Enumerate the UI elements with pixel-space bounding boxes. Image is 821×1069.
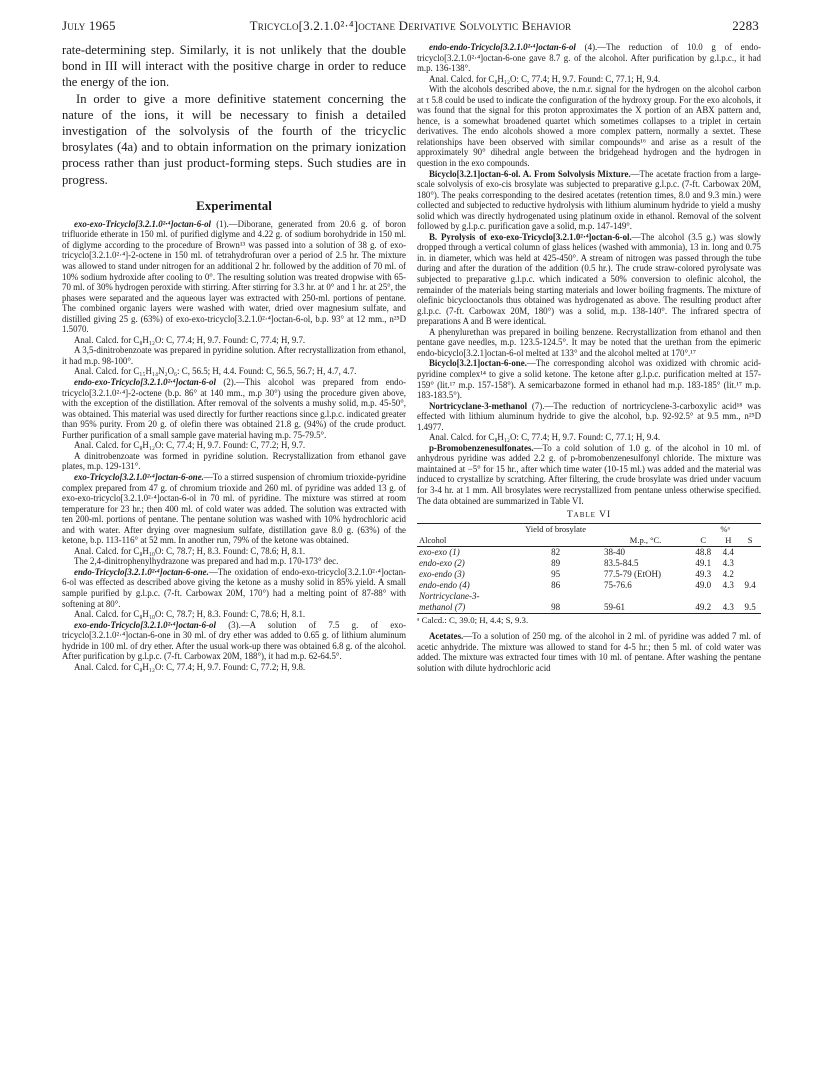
cell-s: [739, 569, 761, 580]
paragraph-brosylates: p-Bromobenzenesulfonates.—To a cold solution of 1.0 g. of the alcohol in 10 ml. of anhydrous pyridine was added 2.2 g. of p-bromobenzenesulfonyl chloride. The mixture was maintained at −5° for 15 hr., after which time water (10-15 ml.) was added and the material was induced to crystallize by scratching. After filtering, the crude brosylate was dried under vacuum for 3-4 hr. at 1 mm. All brosylates were recrystallized from pentane unless otherwise specified. The data obtained are summarized in Table VI.: [417, 442, 761, 506]
cell-h: 4.4: [722, 547, 734, 558]
paragraph-acetates: Acetates.—To a solution of 250 mg. of the alcohol in 2 ml. of pyridine was added 7 ml. of acetic anhydride. The mixture was allowed to stand for 4-5 hr.; then 5 ml. of cold water was added. The mixture was extracted four times with 10 ml. of pentane. After washing the pentane solution with dilute hydrochloric acid: [417, 631, 761, 673]
analysis-1: Anal. Calcd. for C₈H₁₂O: C, 77.4; H, 9.7. Found: C, 77.4; H, 9.7.: [74, 334, 306, 345]
heading-endo-ketone: endo-Tricyclo[3.2.1.0²·⁴]octan-6-one.: [74, 566, 209, 577]
paragraph-endo-endo-alcohol: endo-endo-Tricyclo[3.2.1.0²·⁴]octan-6-ol (4).—The reduction of 10.0 g of endo-tricyclo[3.2.1.0²·⁴]octan-6-one gave 8.7 g. of the alcohol. After purification by g.l.p.c., it had m.p. 136-138°.: [417, 42, 761, 74]
cell-c: 48.8: [695, 547, 712, 558]
analysis-3: Anal. Calcd. for C₈H₁₂O: C, 77.4; H, 9.7. Found: C, 77.2; H, 9.7.: [74, 440, 306, 451]
paragraph-nmr: With the alcohols described above, the n.m.r. signal for the hydrogen on the alcohol carbon at τ 5.8 could be used to indicate the configuration of the hydroxy group. For the exo alcohols, it was found that the signal for this proton approximates the X portion of an ABX pattern and, hence, is a somewhat broadened quartet which sometimes collapses to a triplet in certain derivatives. The endo alcohols showed a more complex pattern, normally a sextet. These relationships have been observed with similar compounds¹⁶ and arise as a result of the approximately 90° dihedral angle between the bridgehead hydrogen and the hydrogen in question in the exo compounds.: [417, 84, 761, 169]
table-title: Table VI: [566, 510, 612, 521]
intro-paragraph-2: In order to give a more definitive statement concerning the nature of the ions, it will be necessary to finish a detailed investigation of the solvolysis of the fourth of the tricyclic brosylates (4a) and to obtain information on the primary ionization process rather than just product-forming steps. Such studies are in progress.: [62, 91, 406, 187]
col-header-yield: Yield of brosylate: [509, 524, 602, 536]
cell-mp: 75-76.6: [603, 580, 632, 591]
cell-mp: 77.5-79 (EtOH): [603, 569, 661, 580]
section-title-experimental: Experimental: [196, 197, 272, 213]
cell-h: 4.3: [717, 602, 739, 614]
cell-mp: 83.5-84.5: [603, 558, 639, 569]
heading-brosylates: p-Bromobenzenesulfonates.: [429, 442, 534, 453]
heading-bicyclo-pyrolysis: B. Pyrolysis of exo-exo-Tricyclo[3.2.1.0²·⁴]octan-6-ol.: [429, 231, 632, 242]
header-date: July 1965: [62, 18, 116, 33]
analysis-5: Anal. Calcd. for C₈H₁₀O: C, 78.7; H, 8.3. Found: C, 78.6; H, 8.1.: [74, 609, 306, 620]
cell-s: [739, 547, 761, 559]
paragraph-phenylurethan: A phenylurethan was prepared in boiling benzene. Recrystallization from ethanol and then pentane gave needles, m.p. 123.5-124.5°. It may be noted that the urethan from the epimeric endo-bicyclo[3.2.1]octan-6-ol melted at 133° and the alcohol melted at 170°.¹⁷: [417, 326, 761, 358]
right-column: [417, 42, 761, 673]
table-footnote: ᵃ Calcd.: C, 39.0; H, 4.4; S, 9.3.: [417, 615, 529, 626]
cell-s: [739, 558, 761, 569]
cell-alcohol: methanol (7): [417, 602, 509, 614]
analysis-6: Anal. Calcd. for C₈H₁₂O: C, 77.4; H, 9.7. Found: C, 77.2; H, 9.8.: [74, 661, 306, 672]
heading-exo-endo-alcohol: exo-endo-Tricyclo[3.2.1.0²·⁴]octan-6-ol: [74, 619, 216, 630]
heading-exo-ketone: exo-Tricyclo[3.2.1.0²·⁴]octan-6-one.: [74, 471, 204, 482]
cell-yield: 98: [509, 602, 602, 614]
col-header-s: S: [739, 535, 761, 547]
paragraph-bicyclo-ketone: Bicyclo[3.2.1]octan-6-one.—The corresponding alcohol was oxidized with chromic acid-pyridine complex¹⁴ to give a solid ketone. The ketone after g.l.p.c. purification melted at 157-159° (lit.¹⁷ m.p. 157-158°). A semicarbazone formed in ethanol had m.p. 183-185° (lit.¹⁷ m.p. 183-183.5°).: [417, 358, 761, 401]
paragraph-bicyclo-pyrolysis: B. Pyrolysis of exo-exo-Tricyclo[3.2.1.0²·⁴]octan-6-ol.—The alcohol (3.5 g.) was slowly dropped through a vertical column of glass helices (washed with ammonia), 13 in. long and 0.75 in. in diameter, which was held at 425-450°. A stream of nitrogen was passed through the tube during and after the duration of the addition (0.5 hr.). The crude straw-colored pyrolysate was subjected to preparative g.l.p.c. which indicated a 50% conversion to olefinic alcohol, the remainder of the materials being starting materials and lower boiling fragments. The mixture of olefinic bicyclooctanols thus obtained was hydrogenated as above. The resulting product after g.l.p.c. (7-ft. Carbowax 20M, 180°) was a solid, m.p. 138-140°. The infrared spectra of preparations A and B were identical.: [417, 231, 761, 327]
cell-yield: 89: [551, 558, 561, 569]
table-row: [417, 580, 761, 591]
table-vi: [417, 523, 761, 614]
cell-h: 4.2: [722, 569, 734, 580]
cell-alcohol: endo-exo (2): [419, 558, 465, 569]
cell-alcohol: exo-exo (1): [419, 547, 460, 558]
page-number: 2283: [732, 18, 759, 33]
cell-c: 49.1: [695, 558, 712, 569]
paragraph-exo-endo-alcohol: exo-endo-Tricyclo[3.2.1.0²·⁴]octan-6-ol (3).—A solution of 7.5 g. of exo-tricyclo[3.2.1.0²·⁴]octan-6-one in 30 ml. of dry ether was added to 0.65 g. of lithium aluminum hydride in 100 ml. of dry ether. After the usual work-up there was obtained 6.8 g. of the alcohol. After purification by g.l.p.c. (7-ft. Carbowax 20M, 188°), it had m.p. 62-64.5°.: [62, 619, 406, 662]
table-body: [417, 547, 761, 614]
analysis-4: Anal. Calcd. for C₈H₁₀O: C, 78.7; H, 8.3. Found: C, 78.6; H, 8.1.: [74, 545, 306, 556]
intro-paragraph-1: rate-determining step. Similarly, it is not unlikely that the double bond in III will interact with the positive charge in order to reduce the energy of the ion.: [62, 43, 406, 90]
cell-c: 49.0: [695, 580, 712, 591]
cell-yield: [509, 591, 602, 602]
paragraph-exo-exo-alcohol: exo-exo-Tricyclo[3.2.1.0²·⁴]octan-6-ol (1).—Diborane, generated from 20.6 g. of boron trifluoride etherate in 150 ml. of purified diglyme and 4.22 g. of sodium borohydride in 150 ml. of diglyme according to the procedure of Brown¹³ was passed into a solution of 38 g. of exo-tricyclo[3.2.1.0²·⁴]-2-octene in 150 ml. of tetrahydrofuran over a period of 2.5 hr. The mixture was allowed to stand under nitrogen for an additional 2 hr. followed by the addition of 70 ml. of 10% sodium hydroxide after cooling to 0°. The resulting solution was treated dropwise with 65-70 ml. of 30% hydrogen peroxide with stirring. After stirring for 3.3 hr. at 0° and 1 hr. at 25°, the phases were separated and the aqueous layer was extracted with 250-ml. portions of pentane. The combined organic layers were washed with water, dried over magnesium sulfate, and distilled giving 25 g. (63%) of exo-exo-tricyclo[3.2.1.0²·⁴]octan-6-ol, b.p. 93° at 12 mm., n²⁵D 1.5070.: [62, 218, 406, 335]
left-column: [62, 42, 406, 672]
cell-s: 9.5: [739, 602, 761, 614]
cell-s: 9.4: [744, 580, 756, 591]
col-header-percent: %ᵃ: [689, 524, 761, 536]
heading-endo-exo-alcohol: endo-exo-Tricyclo[3.2.1.0²·⁴]octan-6-ol: [74, 377, 216, 388]
table-row: [417, 591, 761, 602]
cell-alcohol: endo-endo (4): [419, 580, 470, 591]
cell-h: 4.3: [722, 558, 734, 569]
heading-acetates: Acetates.: [429, 631, 464, 642]
heading-bicyclo-solvolysis: Bicyclo[3.2.1]octan-6-ol. A. From Solvolysis Mixture.: [429, 168, 631, 179]
paragraph-endo-ketone: endo-Tricyclo[3.2.1.0²·⁴]octan-6-one.—The oxidation of endo-exo-tricyclo[3.2.1.0²·⁴]octan-6-ol was effected as described above giving the ketone as a mushy solid in 85% yield. A small sample purified by g.l.p.c. (7-ft. Carbowax 20M, 170°) had a melting point of 87-88° with softening at 80°.: [62, 566, 406, 609]
cell-c: [689, 591, 717, 602]
cell-mp: [602, 591, 689, 602]
cell-s: [739, 591, 761, 602]
heading-bicyclo-ketone: Bicyclo[3.2.1]octan-6-one.: [429, 358, 527, 369]
cell-yield: 86: [551, 580, 561, 591]
header-title: Tricyclo[3.2.1.0²·⁴]octane Derivative Solvolytic Behavior: [249, 18, 572, 33]
paragraph-endo-exo-alcohol: endo-exo-Tricyclo[3.2.1.0²·⁴]octan-6-ol (2).—This alcohol was prepared from endo-tricyclo[3.2.1.0²·⁴]-2-octene (b.p. 86° at 140 mm., m.p 30°) using the procedure given above, with the exception of the distillation. After removal of the solvents a mushy solid, m.p. 45-50°, was obtained. This material was used directly for further reactions since g.l.p.c. indicated greater than 95% purity. From 20 g. of olefin there was obtained 21.8 g. (94%) of the crude product. Further purification of a small sample gave material having m.p. 75-79.5°.: [62, 377, 406, 440]
paragraph-dinitrobenzoate-2: A dinitrobenzoate was formed in pyridine solution. Recrystallization from ethanol gave plates, m.p. 129-131°.: [62, 450, 406, 472]
cell-h: 4.3: [722, 580, 734, 591]
heading-nortricyclane-methanol: Nortricyclane-3-methanol: [429, 400, 528, 411]
col-header-h: H: [717, 535, 739, 547]
running-header: [62, 18, 759, 40]
cell-c: 49.3: [695, 569, 712, 580]
col-header-alcohol: Alcohol: [417, 535, 509, 547]
cell-mp: 59-61: [602, 602, 689, 614]
analysis-7: Anal. Calcd. for C₈H₁₂O: C, 77.4; H, 9.7. Found: C, 77.1; H, 9.4.: [429, 73, 661, 84]
heading-endo-endo-alcohol: endo-endo-Tricyclo[3.2.1.0²·⁴]octan-6-ol: [429, 42, 576, 52]
paragraph-dinitrobenzoate-1: A 3,5-dinitrobenzoate was prepared in pyridine solution. After recrystallization from ethanol, it had m.p. 98-100°.: [62, 345, 406, 366]
cell-h: [717, 591, 739, 602]
cell-alcohol: Nortricyclane-3-: [419, 591, 480, 602]
table-row: [417, 569, 761, 580]
table-row: [417, 558, 761, 569]
cell-yield: 95: [551, 569, 561, 580]
heading-exo-exo-alcohol: exo-exo-Tricyclo[3.2.1.0²·⁴]octan-6-ol: [74, 218, 212, 229]
table-row: [417, 547, 761, 559]
cell-mp: 38-40: [603, 547, 625, 558]
analysis-8: Anal. Calcd. for C₈H₁₂O: C, 77.4; H, 9.7. Found: C, 77.1; H, 9.4.: [429, 432, 661, 443]
cell-alcohol: exo-endo (3): [419, 569, 465, 580]
table-row: [417, 602, 761, 614]
paragraph-nortricyclane-methanol: Nortricyclane-3-methanol (7).—The reduction of nortricyclene-3-carboxylic acid¹⁸ was effected with lithium aluminum hydride to give the alcohol, b.p. 92-92.5° at 9.5 mm., n²⁵D 1.4977.: [417, 400, 761, 432]
col-header-c: C: [689, 535, 717, 547]
cell-yield: 82: [551, 547, 561, 558]
col-header-mp: M.p., °C.: [602, 535, 689, 547]
analysis-2: Anal. Calcd. for C₁₅H₁₄N₂O₆: C, 56.5; H, 4.4. Found: C, 56.5, 56.7; H, 4.7, 4.7.: [74, 366, 357, 377]
paragraph-exo-ketone: exo-Tricyclo[3.2.1.0²·⁴]octan-6-one.—To a stirred suspension of chromium trioxide-pyridine complex prepared from 47 g. of chromium trioxide and 260 ml. of pyridine was added 13 g. of exo-exo-tricyclo[3.2.1.0²·⁴]octan-6-ol in 70 ml. of pyridine. The mixture was stirred at room temperature for 23 hr.; then 400 ml. of cold water was added. The solution was extracted with ten 200-ml. portions of pentane. The pentane solution was washed with 10% hydrochloric acid and with water. After drying over magnesium sulfate, distillation gave 8.0 g. (63%) of the ketone, b.p. 113-116° at 52 mm. In another run, 79% of the ketone was obtained.: [62, 471, 406, 546]
cell-c: 49.2: [689, 602, 717, 614]
paragraph-dinitrophenylhydrazone: The 2,4-dinitrophenylhydrazone was prepared and had m.p. 170-173° dec.: [74, 556, 339, 567]
paragraph-bicyclo-solvolysis: Bicyclo[3.2.1]octan-6-ol. A. From Solvolysis Mixture.—The acetate fraction from a large-scale solvolysis of exo-cis brosylate was subjected to preparative g.l.p.c. (7-ft. Carbowax 20M, 180°). The peaks corresponding to the desired acetates (retention times, 8.0 and 9.3 min.) were collected and subjected to reductive hydrolysis with lithium aluminum hydride to yield a mushy solid which was directly hydrogenated using platinum oxide in ethanol. Removal of the solvent followed by g.l.p.c. purification gave a solid, m.p. 147-149°.: [417, 168, 761, 232]
